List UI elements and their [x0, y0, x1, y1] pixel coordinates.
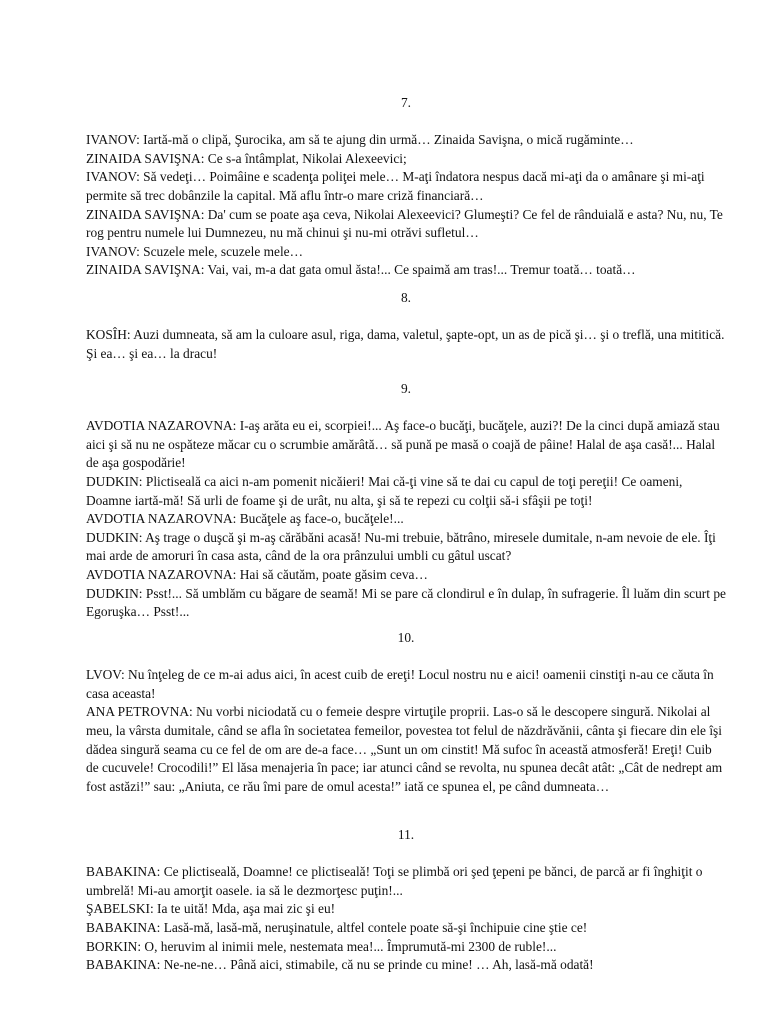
- dialogue-line: BABAKINA: Lasă-mă, lasă-mă, neruşinatule, altfel contele poate să-şi închipuie cine ştie ce!: [86, 919, 588, 935]
- dialogue-line: DUDKIN: Psst!... Să umblăm cu băgare de seamă! Mi se pare că clondirul e în dulap, în sufragerie. Îl luăm din scurt pe Egoruşka… Psst!...: [86, 585, 726, 620]
- dialogue-line: LVOV: Nu înţeleg de ce m-ai adus aici, în acest cuib de ereţi! Locul nostru nu e aici! oamenii cinstiţi n-au ce căuta în casa aceasta!: [86, 667, 714, 701]
- dialogue-line: DUDKIN: Plictiseală ca aici n-am pomenit nicăieri! Mai că-ţi vine să te dai cu capul de toţi pereţii! Ce oameni, Doamne iartă-mă! Să urli de foame şi de urât, nu alta, şi să te repezi cu colţii să-i sfâşii pe toţi!: [86, 473, 683, 508]
- scene-10: [86, 629, 726, 796]
- dialogue-line: IVANOV: Să vedeţi… Poimâine e scadenţa poliţei mele… M-aţi îndatora nespus dacă mi-aţi da o amânare şi mi-aţi permite să trec dobânzile la capital. Mă aflu într-o mare criză financiară…: [86, 169, 705, 203]
- dialogue-line: IVANOV: Iartă-mă o clipă, Şurocika, am să te ajung din urmă… Zinaida Savişna, o mică rugăminte…: [86, 132, 634, 148]
- dialogue-line: ZINAIDA SAVIŞNA: Da' cum se poate aşa ceva, Nikolai Alexeevici? Glumeşti? Ce fel de rânduială e asta? Nu, nu, Te rog pentru numele lui Dumnezeu, nu mă chinui şi nu-mi otrăvi sufletul…: [86, 206, 723, 241]
- scene-number: 9.: [400, 381, 412, 396]
- scene-number: 7.: [400, 95, 412, 110]
- dialogue-line: ZINAIDA SAVIŞNA: Vai, vai, m-a dat gata omul ăsta!... Ce spaimă am tras!... Tremur toată… toată…: [86, 262, 636, 278]
- dialogue-line: AVDOTIA NAZAROVNA: I-aş arăta eu ei, scorpiei!... Aş face-o bucăţi, bucăţele, auzi?! De la cinci după amiază stau aici şi să nu ne ospăteze măcar cu o scrumbie amărâtă… să pună pe masă o coajă de pâine! Halal de aşa casă!... Halal de aşa gospodărie!: [86, 418, 720, 471]
- scene-9: [86, 380, 726, 622]
- dialogue-line: AVDOTIA NAZAROVNA: Bucăţele aş face-o, bucăţele!...: [86, 511, 404, 527]
- scene-8: [86, 289, 726, 363]
- scene-number: 11.: [397, 827, 415, 842]
- dialogue-line: BORKIN: O, heruvim al inimii mele, nestemata mea!... Împrumută-mi 2300 de ruble!...: [86, 938, 557, 954]
- dialogue-line: BABAKINA: Ne-ne-ne… Până aici, stimabile, că nu se prinde cu mine! … Ah, lasă-mă odată!: [86, 957, 594, 973]
- dialogue-line: AVDOTIA NAZAROVNA: Hai să căutăm, poate găsim ceva…: [86, 566, 428, 582]
- dialogue-line: IVANOV: Scuzele mele, scuzele mele…: [86, 243, 304, 259]
- dialogue-line: ŞABELSKI: Ia te uită! Mda, aşa mai zic şi eu!: [86, 901, 336, 917]
- scene-7: [86, 94, 726, 280]
- dialogue-line: ZINAIDA SAVIŞNA: Ce s-a întâmplat, Nikolai Alexeevici;: [86, 150, 407, 166]
- dialogue-line: DUDKIN: Aş trage o duşcă şi m-aş cărăbăni acasă! Nu-mi trebuie, bătrâno, miresele dumitale, n-am nevoie de ele. Îţi mai arde de amoruri în casa asta, când de la ora prânzului umbli cu gâtul uscat?: [86, 529, 716, 564]
- dialogue-line: KOSÎH: Auzi dumneata, să am la culoare asul, riga, dama, valetul, şapte-opt, un as de pică şi… şi o treflă, una mititică. Şi ea… şi ea… la dracu!: [86, 327, 725, 361]
- dialogue-line: BABAKINA: Ce plictiseală, Doamne! ce plictiseală! Toţi se plimbă ori şed ţepeni pe bănci, de parcă ar fi înghiţit o umbrelă! Mi-au amorţit oasele. ia să le dezmorţesc puţin!...: [86, 864, 703, 898]
- dialogue-line: ANA PETROVNA: Nu vorbi niciodată cu o femeie despre virtuţile proprii. Las-o să le descopere singură. Nikolai al meu, la vârsta dumitale, când se afla în societatea femeilor, povestea tot felul de năzdrăvănii, cânta şi fiecare din ele îşi dădea singură seama cu ce fel de om are de-a face… „Sunt un om cinstit! Mă sufoc în această atmosferă! Ereţi! Cuib de cucuvele! Crocodili!” El lăsa menajeria în pace; iar atunci când se revolta, nu spunea decât atât: „Cât de nedrept am fost astăzi!” sau: „Aniuta, ce rău îmi pare de omul acesta!” iată ce spunea el, pe când dumneata…: [86, 704, 723, 794]
- scene-number: 10.: [397, 630, 415, 645]
- scene-11: [86, 826, 726, 975]
- scene-number: 8.: [400, 290, 412, 305]
